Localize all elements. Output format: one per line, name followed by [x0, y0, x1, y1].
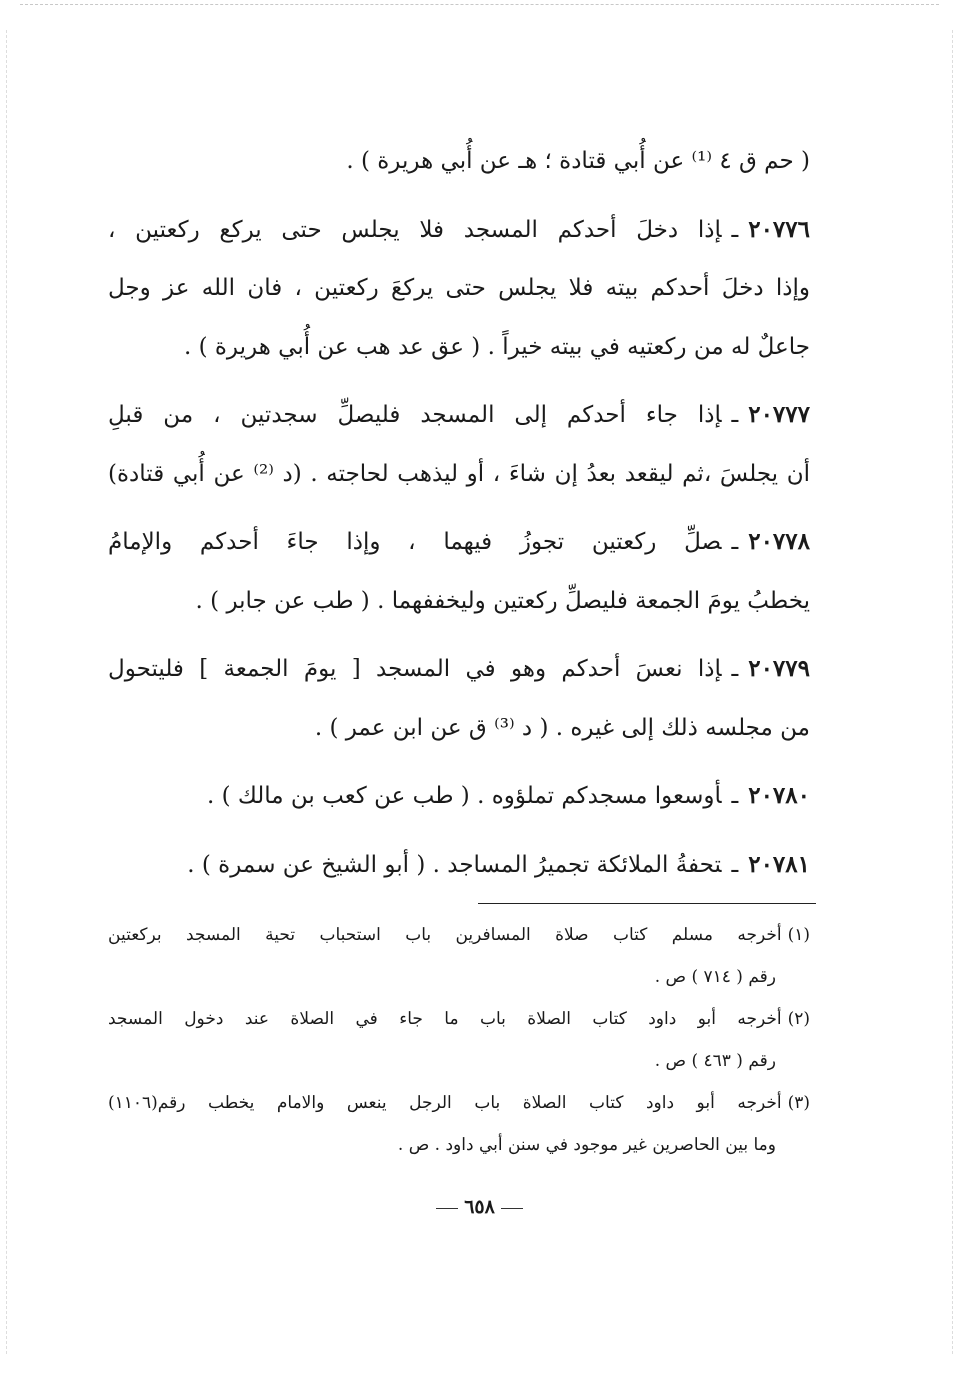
- hadith-text: تحفةُ الملائكة تجميرُ المساجد . ( أبو الشيخ عن سمرة ) .: [187, 851, 722, 878]
- hadith-number: ٢٠٧٨١: [748, 850, 810, 878]
- footnote-text: أخرجه أبو داود كتاب الصلاة باب الرجل ينعس والامام يخطب رقم(١١٠٦): [108, 1093, 782, 1113]
- intro-line: ( حم ق ٤ ⁽¹⁾ عن أُبي قتادة ؛ هـ عن أُبي هريرة ) .: [346, 148, 810, 174]
- footnote: [108, 914, 810, 998]
- hadith-number: ٢٠٧٧٨: [748, 528, 810, 555]
- hadith-number: ٢٠٧٨٠: [748, 782, 810, 809]
- footnote-marker: (٣): [787, 1093, 810, 1113]
- footnote-text: رقم ( ٧١٤ ) ص .: [654, 967, 776, 987]
- hadith-text: صلِّ ركعتين تجوزُ فيهما ، وإذا جاءَ أحدكم والإمامُ: [108, 529, 722, 555]
- top-border: [20, 4, 939, 5]
- entry-first-line: ٢٠٧٧٩ـإذا نعسَ أحدكم وهو في المسجد [ يومَ الجمعة ] فليتحول: [108, 655, 810, 682]
- hadith-text: أوسعوا مسجدكم تملؤوه . ( طب عن كعب بن مالك ) .: [206, 783, 722, 809]
- entry-first-line: ٢٠٧٨١ـتحفةُ الملائكة تجميرُ المساجد . ( أبو الشيخ عن سمرة ) .: [187, 850, 810, 878]
- entry-first-line: ٢٠٧٧٨ـصلِّ ركعتين تجوزُ فيهما ، وإذا جاءَ أحدكم والإمامُ: [108, 528, 810, 555]
- hadith-entry: [108, 201, 810, 377]
- footnote-marker: (٢): [787, 1009, 810, 1029]
- footnotes: [108, 914, 810, 1166]
- hadith-text: إذا دخلَ أحدكم المسجد فلا يجلس حتى يركع ركعتين ،: [108, 216, 722, 243]
- entry-first-line: ٢٠٧٧٦ـإذا دخلَ أحدكم المسجد فلا يجلس حتى يركع ركعتين ،: [108, 215, 810, 243]
- footnote-separator: [478, 903, 816, 904]
- hadith-number: ٢٠٧٧٩: [748, 655, 810, 682]
- main-text: [108, 132, 810, 894]
- hadith-entry: [108, 513, 810, 630]
- hadith-text-line: جاعلٌ له من ركعتيه في بيته خيراً . ( عق عد هب عن أُبي هريرة ) .: [183, 333, 810, 360]
- footnote-text: وما بين الحاصرين غير موجود في سنن أبي داود . ص .: [397, 1135, 776, 1155]
- page-number-row: [0, 1196, 959, 1218]
- footnote-text: رقم ( ٤٦٣ ) ص .: [654, 1051, 776, 1071]
- left-border: [6, 30, 7, 1354]
- footnote: [108, 998, 810, 1082]
- dash-left: [501, 1208, 523, 1209]
- hadith-text-line: وإذا دخلَ أحدكم بيته فلا يجلس حتى يركعَ ركعتين ، فان الله عز وجل: [108, 275, 810, 301]
- hadith-number: ٢٠٧٧٦: [748, 215, 810, 243]
- hadith-entry: [108, 767, 810, 826]
- entry-first-line: ٢٠٧٧٧ـإذا جاء أحدكم إلى المسجد فليصلِّ سجدتين ، من قبلِ: [108, 401, 810, 428]
- hadith-text: إذا جاء أحدكم إلى المسجد فليصلِّ سجدتين ، من قبلِ: [108, 402, 722, 428]
- hadith-entry: [108, 386, 810, 503]
- hadith-entry: [108, 836, 810, 895]
- hadith-text-line: أن يجلسَ ،ثم ليقعد بعدُ إن شاءَ ، أو ليذهب لحاجته . (د ⁽²⁾ عن أُبي قتادة): [108, 460, 810, 487]
- page-number: ٦٥٨: [464, 1196, 495, 1218]
- entry-first-line: ٢٠٧٨٠ـأوسعوا مسجدكم تملؤوه . ( طب عن كعب بن مالك ) .: [206, 782, 810, 809]
- dash-right: [436, 1208, 458, 1209]
- footnote-text: أخرجه أبو داود كتاب الصلاة باب ما جاء في الصلاة عند دخول المسجد: [108, 1009, 782, 1029]
- hadith-text-line: يخطبُ يومَ الجمعة فليصلِّ ركعتين وليخففهما . ( طب عن جابر ) .: [195, 587, 810, 614]
- hadith-text: إذا نعسَ أحدكم وهو في المسجد [ يومَ الجمعة ] فليتحول: [108, 656, 722, 682]
- footnote-text: أخرجه مسلم كتاب صلاة المسافرين باب استحباب تحية المسجد بركعتين: [108, 925, 782, 945]
- hadith-entry: [108, 640, 810, 757]
- footnote: [108, 1082, 810, 1166]
- hadith-number: ٢٠٧٧٧: [748, 401, 810, 428]
- footnote-marker: (١): [787, 925, 810, 945]
- right-border: [952, 30, 953, 1354]
- hadith-text-line: من مجلسه ذلك إلى غيره . ( د ⁽³⁾ ق عن ابن عمر ) .: [314, 714, 810, 741]
